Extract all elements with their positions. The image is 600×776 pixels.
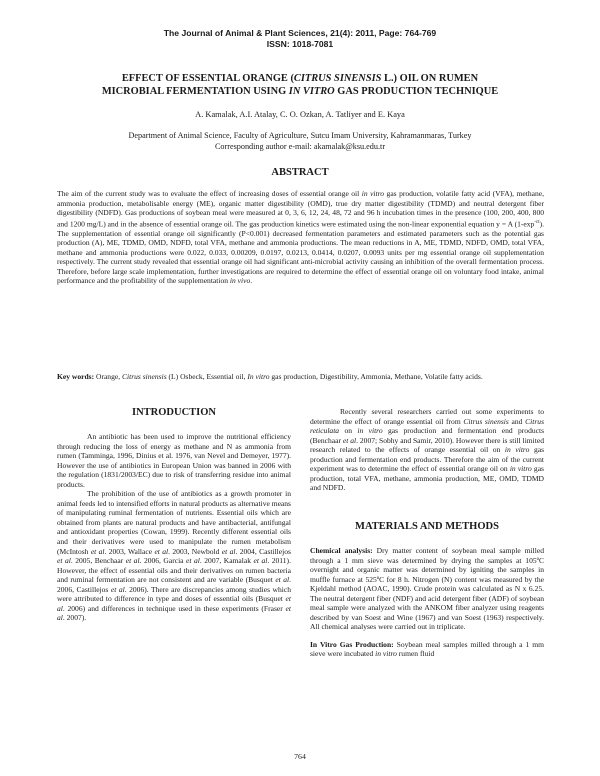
journal-header: The Journal of Animal & Plant Sciences, 21(4): 2011, Page: 764-769 <box>163 28 437 38</box>
paper-title: EFFECT OF ESSENTIAL ORANGE (CITRUS SINENSIS L.) OIL ON RUMEN MICROBIAL FERMENTATION USING IN VITRO GAS PRODUCTION TECHNIQUE <box>101 73 499 97</box>
intro-paragraph-1: An antibiotic has been used to improve the nutritional efficiency through reducing the loss of energy as methane and N as ammonia from rumen (Tamminga, 1996, Dinius et al. 1976, van Nevel and Demeyer, 1977). However the use of antibiotics in European Union was banned in 2006 with the regulation (1831/2003/EC) due to risk of transferring residue into animal products. <box>57 432 291 489</box>
introduction-heading: INTRODUCTION <box>131 407 216 418</box>
abstract-body: The aim of the current study was to evaluate the effect of increasing doses of essential orange oil in vitro gas production, volatile fatty acid (VFA), methane, ammonia production, metabolisable energy (ME), organic matter digestibility (OMD), true dry matter digestibility (TDMD) and neutral detergent fiber digestibility (NDFD). Gas productions of soybean meal were measured at 0, 3, 6, 12, 24, 48, 72 and 96 h incubation times in the presence (100, 200, 400, 800 and 1200 mg/L) and in the absence of essential orange oil. The gas production kinetics were estimated using the non-linear exponential equation y = A $(1-\exp^{-ct})$. The supplementation of essential orange oil significantly (P<0.001) decreased fermentation parameters and estimated parameters such as the potential gas production (A), ME, TDMD, OMD, NDFD, total VFA, methane and ammonia productions. The mean reductions in A, ME, TDMD, NDFD, OMD, total VFA, methane and ammonia productions were 0.022, 0.033, 0.00209, 0.0197, 0.0213, 0.0414, 0.0207, 0.0093 units per mg essential orange oil supplementation respectively. The current study revealed that essential orange oil had significant anti-microbial activity causing an inhibition of the overall fermentation process. Therefore, before large scale implementation, further investigations are required to determine the effect of essential orange oil on voluntary food intake, animal performance and the profitability of the supplementation in vivo. <box>57 189 544 286</box>
page-number: 764 <box>294 752 306 761</box>
affiliation: Department of Animal Science, Faculty of Agriculture, Sutcu Imam University, Kahramanmaras, Turkey Corresponding author e-mail: akamalak@ksu.edu.tr <box>40 130 560 152</box>
abstract-heading: ABSTRACT <box>271 167 329 178</box>
in-vitro-gas-production-paragraph: In Vitro Gas Production: Soybean meal samples milled through a 1 mm sieve were incubated in vitro rumen fluid <box>310 639 544 659</box>
corresponding-author: Corresponding author e-mail: akamalak@ksu.edu.tr <box>214 142 386 151</box>
intro-paragraph-3: Recently several researchers carried out some experiments to determine the effect of orange essential oil from Citrus sinensis and Citrus reticulata on in vitro gas production and fermentation end products (Benchaar et al. 2007; Sobhy and Samir, 2010). However there is still limited research related to the effects of orange essential oil on in vitro gas production and fermentation end products. Therefore the aim of the current experiment was to determine the effect of essential orange oil on in vitro gas production, total VFA, methane, ammonia production, ME, OMD, TDMD and NDFD. <box>310 407 545 493</box>
materials-methods-heading: MATERIALS AND METHODS <box>355 521 499 532</box>
keywords: Key words: Orange, Citrus sinensis (L) Osbeck, Essential oil, In vitro gas production, Digestibility, Ammonia, Methane, Volatile fatty acids. <box>57 372 483 381</box>
chemical-analysis-paragraph: Chemical analysis: Dry matter content of soybean meal sample milled through a 1 mm sieve was determined by drying the samples at 105ºC overnight and organic matter was determined by igniting the samples in muffle furnace at 525ºC for 8 h. Nitrogen (N) content was measured by the Kjeldahl method (AOAC, 1990). Crude protein was calculated as N x 6.25. The neutral detergent fiber (NDF) and acid detergent fiber (ADF) of soybean meal sample were analyzed with the ANKOM fiber analyzer using reagents described by van Soest and Wine (1967) and van Soest (1963) respectively. All chemical analyses were carried out in triplicate. <box>310 546 544 632</box>
issn-line: ISSN: 1018-7081 <box>266 39 334 49</box>
introduction-body <box>57 432 291 623</box>
materials-methods-body <box>310 546 544 659</box>
author-list: A. Kamalak, A.I. Atalay, C. O. Ozkan, A. Tatliyer and E. Kaya <box>195 110 405 119</box>
intro-paragraph-2: The prohibition of the use of antibiotics as a growth promoter in animal feeds led to intensified efforts in natural products as alternative means of manipulating ruminal fermentation of nutrients. Essential oils which are obtained from plants are natural products and have antibacterial, antifungal and antioxidant properties (Cowan, 1999). Recently different essential oils and their derivatives were used to manipulate the rumen metabolism (McIntosh et al. 2003, Wallace et al. 2003, Newbold et al. 2004, Castillejos et al. 2005, Benchaar et al. 2006, Garcia et al. 2007, Kamalak et al. 2011). However, the effect of essential oils and their derivatives on rumen bacteria and ruminal fermentation are not consistent and are variable (Busquet et al. 2006, Castillejos et al. 2006). There are discrepancies among studies which were attributed to difference in type and doses of essential oils (Busquet et al. 2006) and differences in technique used in these experiments (Fraser et al. 2007). <box>57 489 291 623</box>
right-column-intro <box>310 407 544 493</box>
